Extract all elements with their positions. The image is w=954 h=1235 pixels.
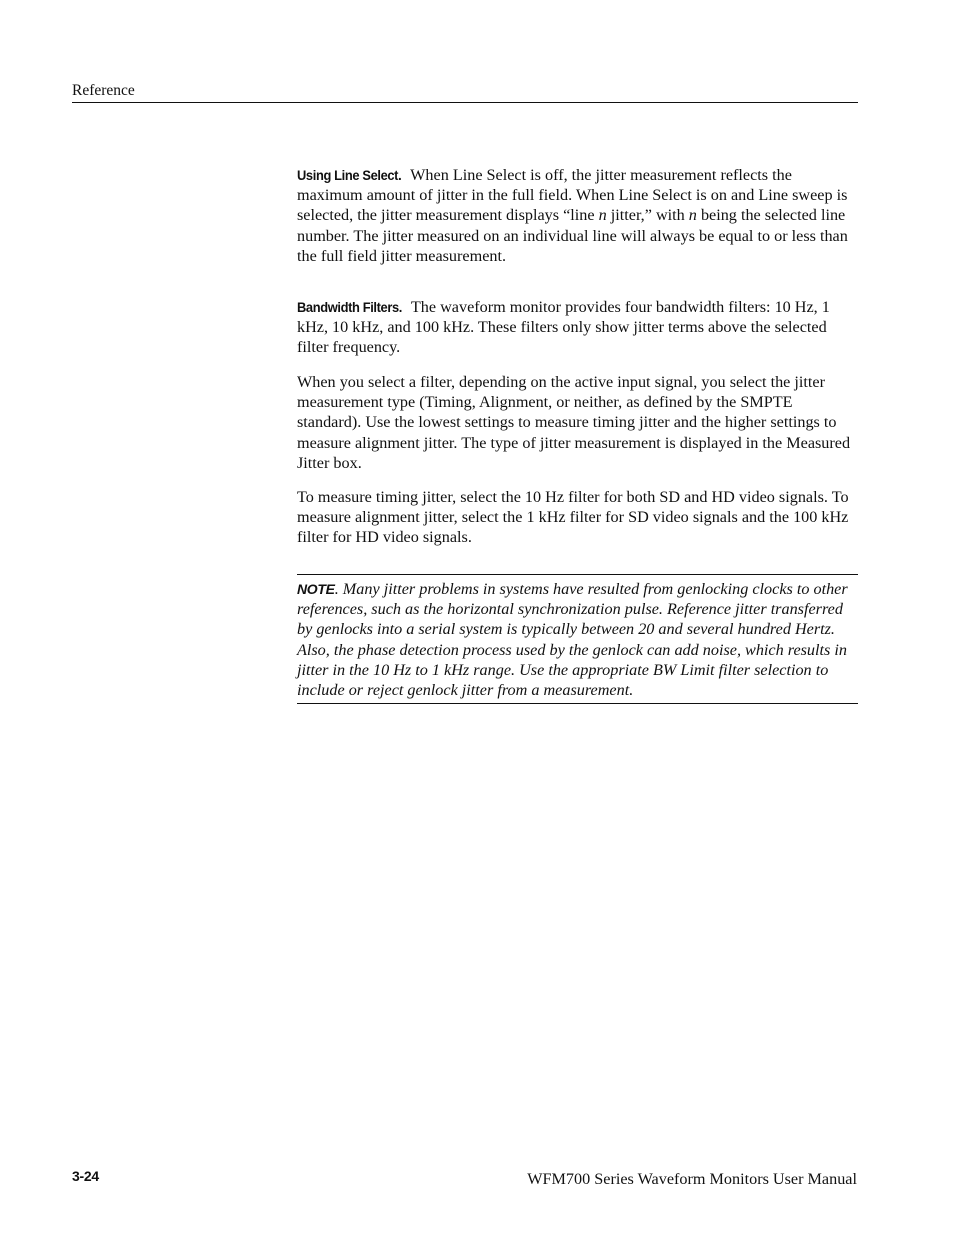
- line-select-italic-n-1: n: [598, 206, 607, 225]
- bandwidth-filters-heading: Bandwidth Filters.: [297, 299, 403, 315]
- line-select-text-1: When Line Select is off, the jitter measurement reflects the maximum amount of jitter in the full field. When Line Select is on and Line sweep is selected, the jitter measurement displays “line: [297, 166, 848, 225]
- header-rule: [72, 102, 858, 103]
- timing-section: [297, 487, 859, 548]
- manual-title: WFM700 Series Waveform Monitors User Manual: [527, 1170, 857, 1188]
- note-label: NOTE: [297, 581, 335, 597]
- note-text: . Many jitter problems in systems have resulted from genlocking clocks to other references, such as the horizontal synchronization pulse. Reference jitter transferred by genlocks into a serial system is typically between 20 and several hundred Hertz. Also, the phase detection process used by the genlock can add noise, which results in jitter in the 10 Hz to 1 kHz range. Use the appropriate BW Limit filter selection to include or reject genlock jitter from a measurement.: [297, 580, 848, 700]
- line-select-paragraph: [297, 165, 859, 266]
- line-select-section: [297, 165, 859, 266]
- page-number: 3-24: [72, 1168, 99, 1184]
- running-header: Reference: [72, 82, 135, 99]
- filter-select-paragraph: When you select a filter, depending on the active input signal, you select the jitter measurement type (Timing, Alignment, or neither, as defined by the SMPTE standard). Use the lowest settings to measure timing jitter and the higher settings to measure alignment jitter. The type of jitter measurement is displayed in the Measured Jitter box.: [297, 373, 851, 472]
- line-select-text-3: being the selected line number. The jitter measured on an individual line will always be equal to or less than the full field jitter measurement.: [297, 206, 848, 265]
- line-select-italic-n-2: n: [688, 206, 697, 225]
- filter-select-section: [297, 372, 859, 473]
- bandwidth-filters-paragraph: [297, 297, 859, 358]
- line-select-heading: Using Line Select.: [297, 167, 402, 183]
- bandwidth-filters-text: The waveform monitor provides four bandwidth filters: 10 Hz, 1 kHz, 10 kHz, and 100 kHz. These filters only show jitter terms above the selected filter frequency.: [297, 298, 830, 357]
- timing-paragraph: To measure timing jitter, select the 10 Hz filter for both SD and HD video signals. To measure alignment jitter, select the 1 kHz filter for SD video signals and the 100 kHz filter for HD video signals.: [297, 488, 849, 547]
- bandwidth-filters-section: [297, 297, 859, 358]
- line-select-text-2: jitter,” with: [606, 206, 689, 225]
- note-box: [297, 574, 858, 704]
